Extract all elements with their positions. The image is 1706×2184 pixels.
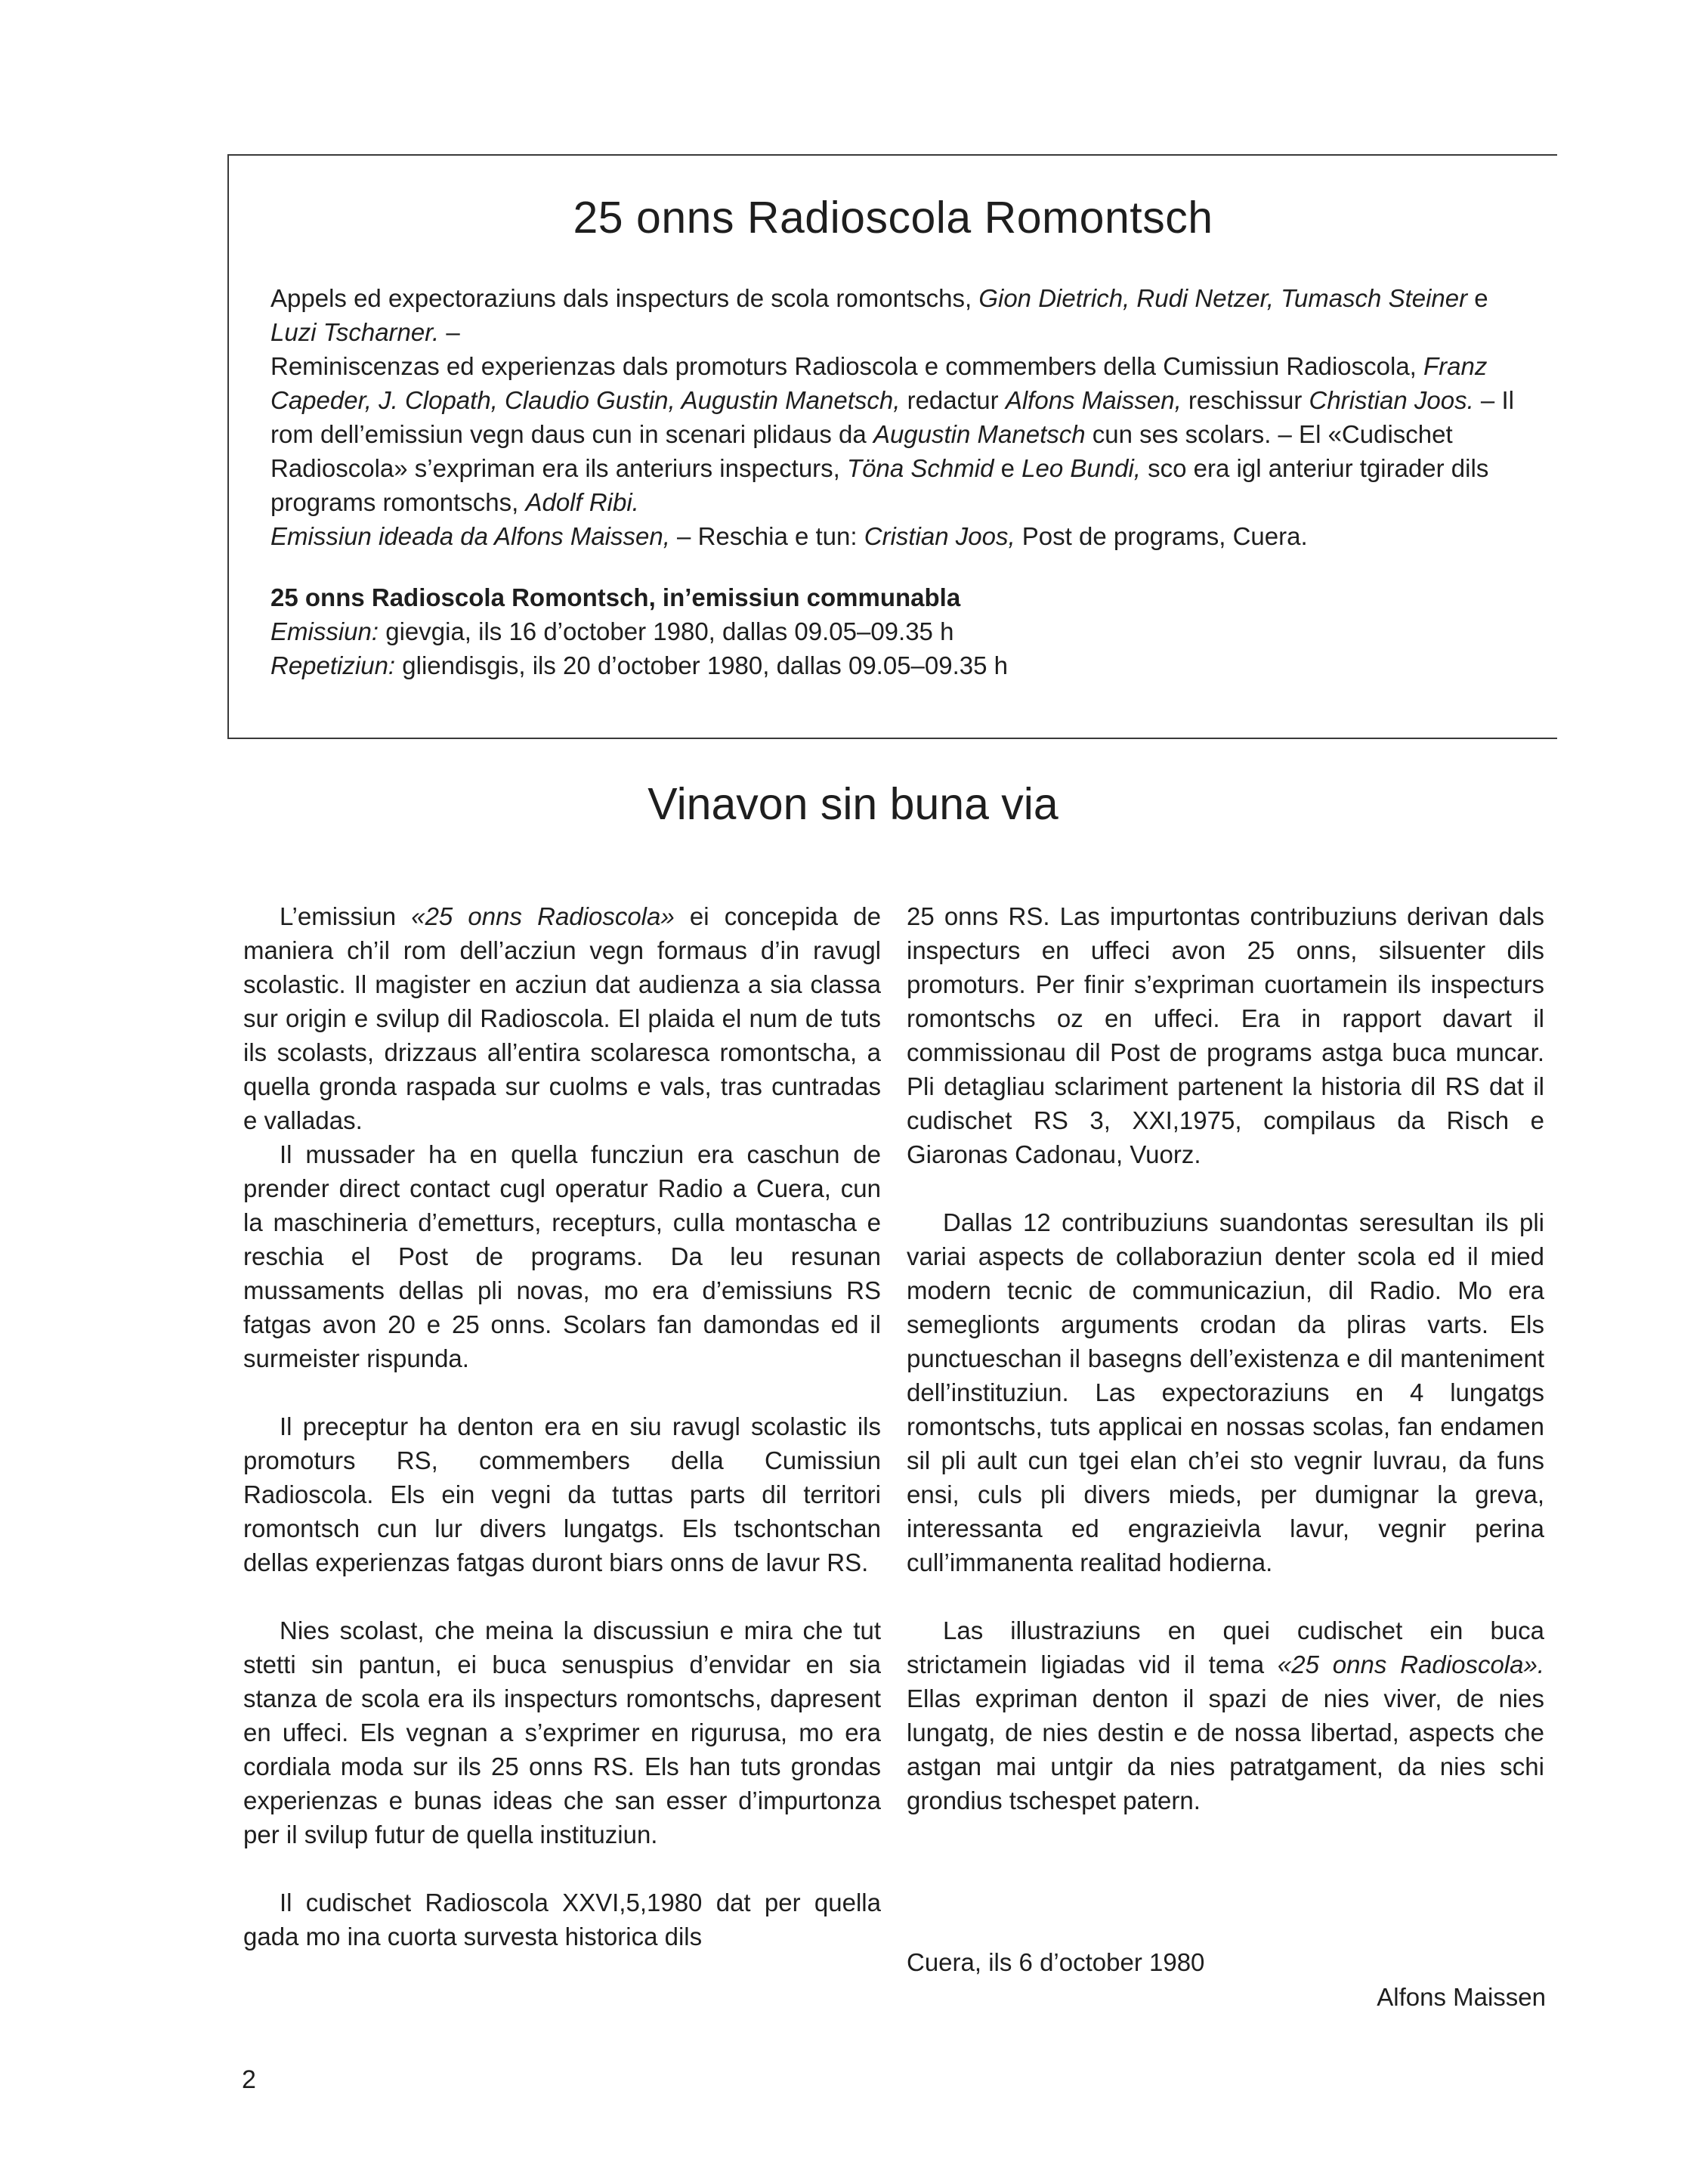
right-p3-italic: «25 onns Radioscola». <box>1277 1650 1544 1678</box>
box-intro-segment: Luzi Tscharner. <box>270 318 440 346</box>
left-p1-italic: «25 onns Radioscola» <box>411 902 675 930</box>
emissiun-text: gievgia, ils 16 d’october 1980, dallas 09.05–09.35 h <box>379 617 954 645</box>
left-paragraph-1 <box>243 899 881 1137</box>
box-intro-segment: e <box>1467 284 1488 312</box>
box-intro-segment: Augustin Manetsch <box>873 420 1086 448</box>
box-intro-segment: Reminiscenzas ed experienzas dals promoturs Radioscola e commembers della Cumissiun Radioscola, <box>270 352 1424 380</box>
box-intro-segment: Post de programs, Cuera. <box>1015 522 1308 550</box>
box-intro-paragraph <box>270 281 1527 553</box>
repetiziun-label: Repetiziun: <box>270 651 396 679</box>
box-intro-segment: Cristian Joos, <box>864 522 1015 550</box>
box-intro-segment: sco era igl anteriur tgirader dils programs romontschs, <box>270 454 1489 516</box>
box-intro-segment: – Reschia e tun: <box>669 522 864 550</box>
right-paragraph-1: 25 onns RS. Las impurtontas contribuziuns derivan dals inspecturs en uffeci avon 25 onns, silsuenter dils promoturs. Per finir s’expriman cuortamein ils inspecturs romontschs oz en uffeci. Era in rapport davart il commissionau dil Post de programs astga buca muncar. Pli detagliau sclariment partenent la historia dil RS dat il cudischet RS 3, XXI,1975, compilaus da Risch e Giaronas Cadonau, Vuorz. <box>907 902 1544 1168</box>
left-paragraph-4: Nies scolast, che meina la discussiun e mira che tut stetti sin pantun, ei buca senuspius d’envidar en sia stanza de scola era ils inspecturs romontschs, dapresent en uffeci. Els vegnan a s’exprimer en rigurusa, mo era cordiala moda sur ils 25 onns RS. Els han tuts grondas experienzas e bunas ideas che san esser d’impurtonza per il svilup futur de quella instituziun. <box>243 1616 881 1848</box>
box-intro-segment: Leo Bundi, <box>1021 454 1141 482</box>
right-p3-end: Ellas expriman denton il spazi de nies viver, de nies lungatg, de nies destin e de nossa libertad, aspects che astgan mai untgir da nies patratgament, da nies schi grondius tschespet patern. <box>907 1684 1544 1814</box>
right-p3-start: Las illustraziuns en quei cudischet ein buca strictamein ligiadas vid il tema <box>907 1616 1544 1678</box>
page-number: 2 <box>242 2065 256 2094</box>
right-paragraph-3 <box>907 1613 1544 1817</box>
box-intro-segment: Emissiun ideada da Alfons Maissen, <box>270 522 670 550</box>
repetiziun-text: gliendisgis, ils 20 d’october 1980, dallas 09.05–09.35 h <box>395 651 1009 679</box>
left-p1-end: ei concepida de maniera ch’il rom dell’acziun vegn formaus d’in ravugl scolastic. Il magister en acziun dat audienza a sia classa sur origin e svilup dil Radioscola. El plaida el num de tuts ils scolasts, drizzaus all’entira scolaresca romontscha, a quella gronda raspada sur cuolms e vals, tras cuntradas e valladas. <box>243 902 881 1134</box>
article-title: Vinavon sin buna via <box>647 779 1059 829</box>
box-intro-segment: e <box>994 454 1022 482</box>
box-body <box>270 281 1527 682</box>
article-right-column <box>907 899 1544 1817</box>
box-intro-segment: Gion Dietrich, Rudi Netzer, Tumasch Steiner <box>978 284 1468 312</box>
left-p1-start: L’emissiun <box>280 902 412 930</box>
box-intro-segment: Töna Schmid <box>847 454 994 482</box>
right-paragraph-2: Dallas 12 contribuziuns suandontas seresultan ils pli variai aspects de collaboraziun denter scola ed il mied modern tecnic de communicaziun, dil Radio. Mo era semeglionts arguments crodan da pliras varts. Els punctueschan il basegns dell’existenza e dil manteniment dell’instituziun. Las expectoraziuns en 4 lungatgs romontschs, tuts applicai en nossas scolas, fan endamen sil pli ault cun tgei elan ch’ei sto vegnir luvrau, da funs ensi, culs pli divers mieds, per dumignar la greva, interessanta ed engrazieivla lavur, vegnir perina cull’immanenta realitad hodierna. <box>907 1208 1544 1576</box>
box-intro-segment: redactur <box>900 386 1006 414</box>
box-intro-segment: Appels ed expectoraziuns dals inspecturs de scola romontschs, <box>270 284 979 312</box>
dateline: Cuera, ils 6 d’october 1980 <box>907 1948 1205 1976</box>
left-paragraph-5: Il cudischet Radioscola XXVI,5,1980 dat per quella gada mo ina cuorta survesta historica dils <box>243 1889 881 1950</box>
left-paragraph-3: Il preceptur ha denton era en siu ravugl scolastic ils promoturs RS, commembers della Cumissiun Radioscola. Els ein vegni da tuttas parts dil territori romontsch cun lur divers lungatgs. Els tschontschan dellas experienzas fatgas duront biars onns de lavur RS. <box>243 1412 881 1576</box>
left-paragraph-2: Il mussader ha en quella funcziun era caschun de prender direct contact cugl operatur Radio a Cuera, cun la maschineria d’emetturs, recepturs, culla montascha e reschia el Post de programs. Da leu resunan mussaments dellas pli novas, mo era d’emissiuns RS fatgas avon 20 e 25 onns. Scolars fan damondas ed il surmeister rispunda. <box>243 1140 881 1372</box>
schedule-title: 25 onns Radioscola Romontsch, in’emissiun communabla <box>270 583 961 611</box>
author-signature: Alfons Maissen <box>1377 1983 1546 2011</box>
box-intro-segment: – Il rom dell’emissiun vegn daus cun in scenari plidaus da <box>270 386 1514 448</box>
box-intro-segment: Christian Joos. <box>1309 386 1474 414</box>
box-intro-segment: reschissur <box>1181 386 1309 414</box>
emissiun-label: Emissiun: <box>270 617 379 645</box>
box-intro-segment: cun ses scolars. – El «Cudischet Radioscola» s’expriman era ils anteriurs inspecturs, <box>270 420 1453 482</box>
box-intro-segment: Alfons Maissen, <box>1005 386 1182 414</box>
article-left-column <box>243 899 881 1954</box>
broadcast-info-box <box>227 154 1557 739</box>
repetiziun-line <box>270 648 1527 682</box>
box-title: 25 onns Radioscola Romontsch <box>573 193 1213 243</box>
box-intro-segment: Franz Capeder, J. Clopath, Claudio Gustin, Augustin Manetsch, <box>270 352 1488 414</box>
emissiun-line <box>270 614 1527 648</box>
box-intro-segment: Adolf Ribi. <box>525 488 639 516</box>
box-intro-segment: – <box>439 318 460 346</box>
